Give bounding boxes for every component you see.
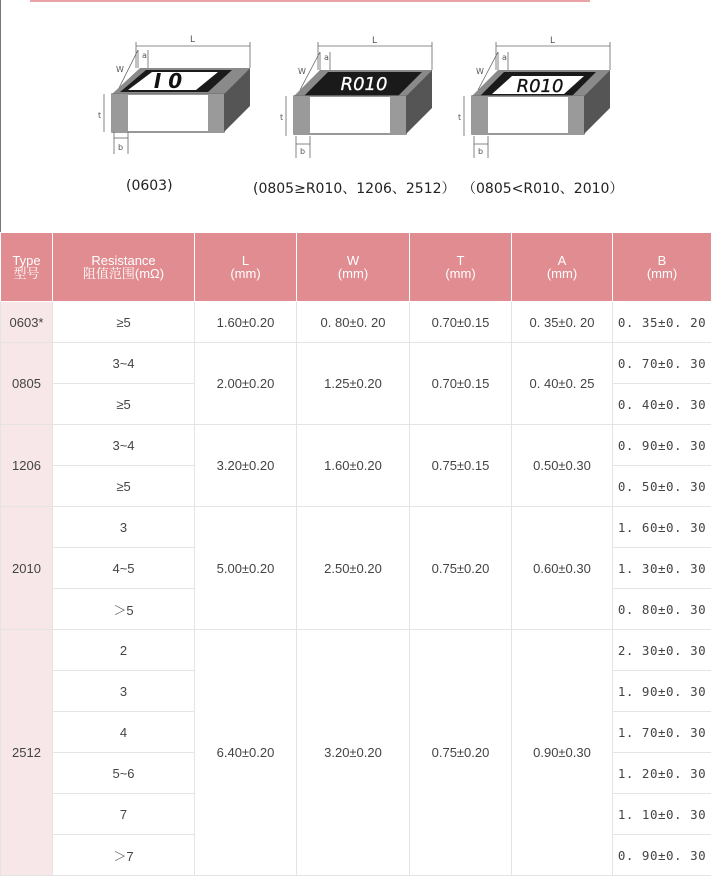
b-cell: 1. 90±0. 30	[613, 671, 711, 712]
dim-label-t: t	[280, 113, 283, 122]
resistance-cell: 7	[53, 794, 195, 835]
l-cell: 5.00±0.20	[195, 507, 297, 630]
header-type	[1, 233, 53, 302]
a-cell: 0.50±0.30	[512, 425, 613, 507]
l-cell: 6.40±0.20	[195, 630, 297, 876]
dim-label-l: L	[190, 35, 195, 45]
resistance-cell: ＞7	[53, 835, 195, 876]
dim-label-a: a	[502, 53, 507, 62]
header-l-label: L	[242, 253, 249, 268]
resistance-cell: 3	[53, 507, 195, 548]
resistance-cell: ≥5	[53, 302, 195, 343]
resistance-cell: 3~4	[53, 425, 195, 466]
a-cell: 0.60±0.30	[512, 507, 613, 630]
figure-caption-0805-2010: （0805<R010、2010）	[462, 178, 623, 198]
table-header-row	[1, 233, 711, 302]
l-cell: 3.20±0.20	[195, 425, 297, 507]
resistor-0603-drawing	[98, 28, 258, 163]
resistor-dimension-figures	[0, 0, 711, 232]
b-cell: 0. 90±0. 30	[613, 835, 711, 876]
dim-label-t: t	[458, 113, 461, 122]
header-l-unit: (mm)	[230, 266, 260, 281]
t-cell: 0.75±0.20	[410, 507, 512, 630]
header-resistance-en: Resistance	[91, 253, 155, 268]
dim-label-w: W	[476, 67, 484, 76]
a-cell: 0. 35±0. 20	[512, 302, 613, 343]
table-row	[1, 343, 711, 384]
b-cell: 1. 10±0. 30	[613, 794, 711, 835]
table-row	[1, 425, 711, 466]
b-cell: 1. 60±0. 30	[613, 507, 711, 548]
header-a-label: A	[558, 253, 567, 268]
header-resistance-zh: 阻值范围(mΩ)	[83, 266, 164, 281]
b-cell: 0. 50±0. 30	[613, 466, 711, 507]
table-row	[1, 507, 711, 548]
resistance-cell: 4	[53, 712, 195, 753]
b-cell: 1. 30±0. 30	[613, 548, 711, 589]
l-cell: 1.60±0.20	[195, 302, 297, 343]
resistor-0805-2010-drawing	[458, 34, 618, 169]
resistance-cell: 3	[53, 671, 195, 712]
t-cell: 0.70±0.15	[410, 302, 512, 343]
table-row	[1, 302, 711, 343]
w-cell: 0. 80±0. 20	[297, 302, 410, 343]
marking-text-r010-dark: R010	[341, 74, 388, 95]
figure-caption-0603: (0603)	[126, 178, 173, 194]
dim-label-w: W	[116, 65, 124, 74]
l-cell: 2.00±0.20	[195, 343, 297, 425]
b-cell: 0. 35±0. 20	[613, 302, 711, 343]
dimension-table	[0, 232, 711, 876]
a-cell: 0.90±0.30	[512, 630, 613, 876]
header-w	[297, 233, 410, 302]
dim-label-a: a	[324, 53, 329, 62]
b-cell: 0. 70±0. 30	[613, 343, 711, 384]
header-b	[613, 233, 711, 302]
resistance-cell: ＞5	[53, 589, 195, 630]
b-cell: 0. 80±0. 30	[613, 589, 711, 630]
resistance-cell: 4~5	[53, 548, 195, 589]
resistor-0805-1206-2512-drawing	[280, 34, 440, 169]
dim-label-l: L	[550, 36, 555, 46]
header-b-unit: (mm)	[647, 266, 677, 281]
table-row	[1, 630, 711, 671]
header-a	[512, 233, 613, 302]
dim-label-b: b	[300, 147, 305, 156]
b-cell: 1. 20±0. 30	[613, 753, 711, 794]
figure-caption-0805-1206-2512: (0805≥R010、1206、2512）	[253, 178, 456, 198]
t-cell: 0.70±0.15	[410, 343, 512, 425]
dim-label-b: b	[118, 143, 123, 152]
header-t-label: T	[457, 253, 465, 268]
dim-label-w: W	[298, 67, 306, 76]
marking-text-r010-light: R010	[517, 76, 564, 97]
resistance-cell: 5~6	[53, 753, 195, 794]
w-cell: 1.25±0.20	[297, 343, 410, 425]
header-resistance	[53, 233, 195, 302]
w-cell: 1.60±0.20	[297, 425, 410, 507]
dim-label-a: a	[142, 51, 147, 60]
marking-text-0603: I 0	[154, 69, 182, 93]
dim-label-l: L	[372, 36, 377, 46]
header-a-unit: (mm)	[547, 266, 577, 281]
left-border-line	[0, 0, 1, 232]
header-t	[410, 233, 512, 302]
type-cell: 2512	[1, 630, 53, 876]
header-w-label: W	[347, 253, 359, 268]
w-cell: 3.20±0.20	[297, 630, 410, 876]
type-cell: 0603*	[1, 302, 53, 343]
dim-label-t: t	[98, 111, 101, 120]
header-type-en: Type	[12, 253, 40, 268]
header-l	[195, 233, 297, 302]
b-cell: 2. 30±0. 30	[613, 630, 711, 671]
resistance-cell: ≥5	[53, 384, 195, 425]
b-cell: 0. 40±0. 30	[613, 384, 711, 425]
b-cell: 0. 90±0. 30	[613, 425, 711, 466]
b-cell: 1. 70±0. 30	[613, 712, 711, 753]
dim-label-b: b	[478, 147, 483, 156]
t-cell: 0.75±0.15	[410, 425, 512, 507]
w-cell: 2.50±0.20	[297, 507, 410, 630]
type-cell: 2010	[1, 507, 53, 630]
header-type-zh: 型号	[13, 266, 39, 281]
resistance-cell: 3~4	[53, 343, 195, 384]
header-w-unit: (mm)	[338, 266, 368, 281]
header-b-label: B	[658, 253, 667, 268]
type-cell: 0805	[1, 343, 53, 425]
type-cell: 1206	[1, 425, 53, 507]
resistance-cell: 2	[53, 630, 195, 671]
resistance-cell: ≥5	[53, 466, 195, 507]
header-t-unit: (mm)	[445, 266, 475, 281]
t-cell: 0.75±0.20	[410, 630, 512, 876]
a-cell: 0. 40±0. 25	[512, 343, 613, 425]
